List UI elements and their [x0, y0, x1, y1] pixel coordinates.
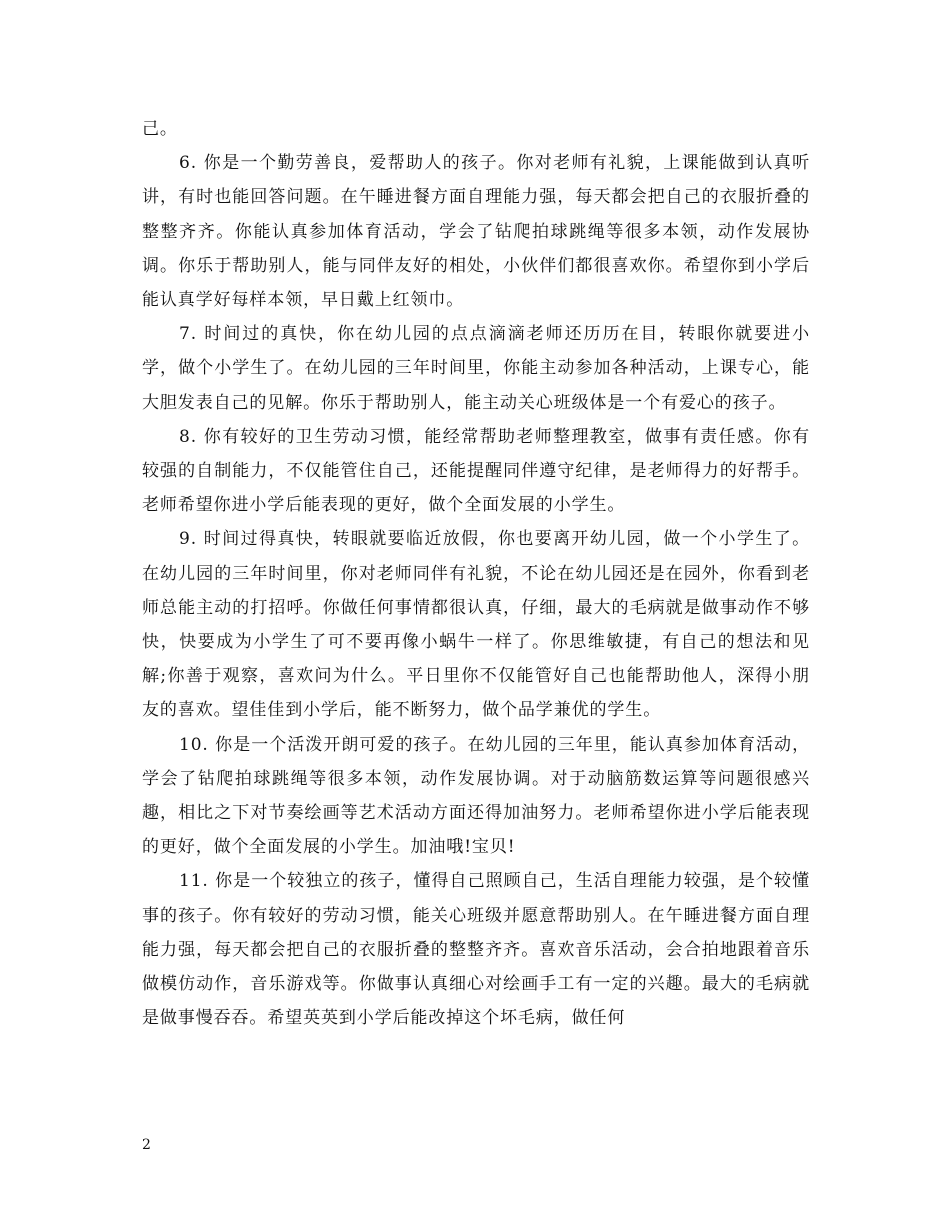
paragraph-item-6: 6. 你是一个勤劳善良，爱帮助人的孩子。你对老师有礼貌，上课能做到认真听讲，有时也能回答问题。在午睡进餐方面自理能力强，每天都会把自己的衣服折叠的整整齐齐。你能认真参加体育活动，学会了钻爬拍球跳绳等很多本领，动作发展协调。你乐于帮助别人，能与同伴友好的相处，小伙伴们都很喜欢你。希望你到小学后能认真学好每样本领，早日戴上红领巾。 [142, 153, 810, 311]
paragraph-item-9: 9. 时间过得真快，转眼就要临近放假，你也要离开幼儿园，做一个小学生了。在幼儿园的三年时间里，你对老师同伴有礼貌，不论在幼儿园还是在园外，你看到老师总能主动的打招呼。你做任何事情都很认真，仔细，最大的毛病就是做事动作不够快，快要成为小学生了可不要再像小蜗牛一样了。你思维敏捷，有自己的想法和见解;你善于观察，喜欢问为什么。平日里你不仅能管好自己也能帮助他人，深得小朋友的喜欢。望佳佳到小学后，能不断努力，做个品学兼优的学生。 [142, 529, 810, 721]
page-number: 2 [142, 1137, 151, 1153]
paragraph-item-7: 7. 时间过的真快，你在幼儿园的点点滴滴老师还历历在目，转眼你就要进小学，做个小学生了。在幼儿园的三年时间里，你能主动参加各种活动，上课专心，能大胆发表自己的见解。你乐于帮助别人，能主动关心班级体是一个有爱心的孩子。 [142, 324, 810, 413]
paragraph-item-8: 8. 你有较好的卫生劳动习惯，能经常帮助老师整理教室，做事有责任感。你有较强的自制能力，不仅能管住自己，还能提醒同伴遵守纪律，是老师得力的好帮手。老师希望你进小学后能表现的更好，做个全面发展的小学生。 [142, 426, 810, 516]
paragraph-item-11: 11. 你是一个较独立的孩子，懂得自己照顾自己，生活自理能力较强，是个较懂事的孩子。你有较好的劳动习惯，能关心班级并愿意帮助别人。在午睡进餐方面自理能力强，每天都会把自己的衣服折叠的整整齐齐。喜欢音乐活动，会合拍地跟着音乐做模仿动作，音乐游戏等。你做事认真细心对绘画手工有一定的兴趣。最大的毛病就是做事慢吞吞。希望英英到小学后能改掉这个坏毛病，做任何 [142, 871, 810, 1029]
document-body [142, 112, 810, 1035]
paragraph-continuation: 己。 [142, 119, 178, 139]
paragraph-item-10: 10. 你是一个活泼开朗可爱的孩子。在幼儿园的三年里，能认真参加体育活动，学会了钻爬拍球跳绳等很多本领，动作发展协调。对于动脑筋数运算等问题很感兴趣，相比之下对节奏绘画等艺术活动方面还得加油努力。老师希望你进小学后能表现的更好，做个全面发展的小学生。加油哦!宝贝! [142, 734, 810, 858]
